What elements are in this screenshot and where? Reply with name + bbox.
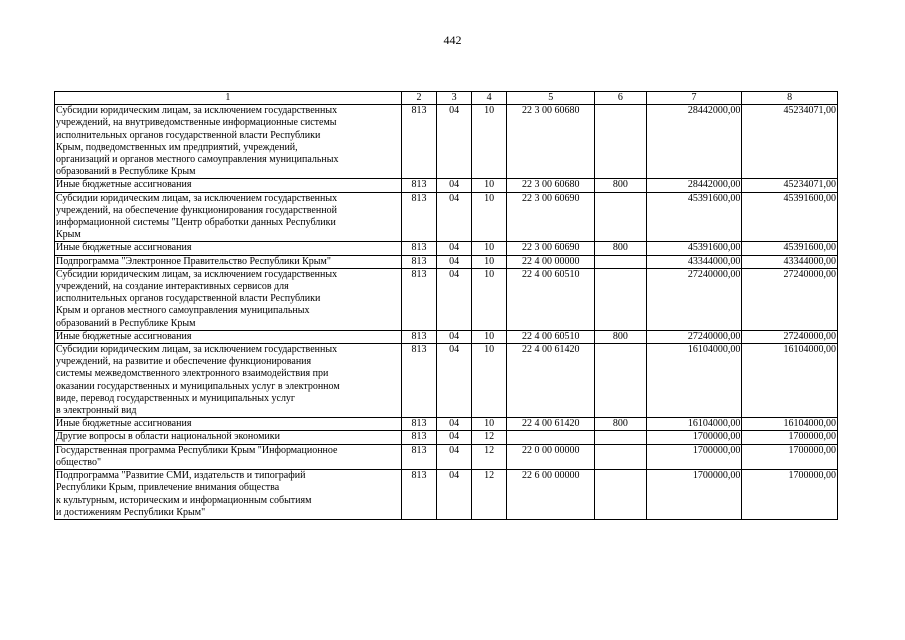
table-row (55, 418, 838, 431)
row-description: Подпрограмма "Электронное Правительство Республики Крым" (55, 255, 402, 268)
row-section-code: 04 (437, 255, 472, 268)
column-header: 6 (594, 92, 646, 105)
row-amount-year-2: 45234071,00 (742, 179, 838, 192)
row-subsection-code: 10 (471, 242, 507, 255)
row-ministry-code: 813 (401, 255, 437, 268)
row-description: Субсидии юридическим лицам, за исключением государственных учреждений, на обеспечение функционирования государственной информационной системы "Центр обработки данных Республики Крым (55, 192, 402, 242)
row-section-code: 04 (437, 470, 472, 520)
row-target-article-code: 22 4 00 61420 (507, 418, 594, 431)
row-expense-type-code (594, 255, 646, 268)
row-expense-type-code (594, 192, 646, 242)
row-subsection-code: 10 (471, 255, 507, 268)
header-row (55, 92, 838, 105)
row-amount-year-1: 16104000,00 (646, 344, 742, 418)
row-description: Субсидии юридическим лицам, за исключением государственных учреждений, на создание интерактивных сервисов для исполнительных органов государственной власти Республики Крым и органов местного самоуправления муниципальных образований в Республике Крым (55, 268, 402, 330)
column-header: 1 (55, 92, 402, 105)
row-amount-year-1: 27240000,00 (646, 330, 742, 343)
row-amount-year-1: 1700000,00 (646, 444, 742, 469)
row-amount-year-2: 27240000,00 (742, 330, 838, 343)
column-header: 2 (401, 92, 437, 105)
row-target-article-code: 22 3 00 60680 (507, 179, 594, 192)
row-amount-year-1: 45391600,00 (646, 242, 742, 255)
row-subsection-code: 10 (471, 105, 507, 179)
column-header: 3 (437, 92, 472, 105)
row-subsection-code: 10 (471, 192, 507, 242)
row-subsection-code: 10 (471, 179, 507, 192)
column-header: 4 (471, 92, 507, 105)
row-target-article-code: 22 4 00 61420 (507, 344, 594, 418)
row-amount-year-2: 45234071,00 (742, 105, 838, 179)
table-row (55, 344, 838, 418)
row-amount-year-1: 28442000,00 (646, 105, 742, 179)
row-target-article-code: 22 0 00 00000 (507, 444, 594, 469)
row-amount-year-1: 28442000,00 (646, 179, 742, 192)
row-ministry-code: 813 (401, 192, 437, 242)
row-target-article-code: 22 4 00 60510 (507, 330, 594, 343)
row-description: Субсидии юридическим лицам, за исключением государственных учреждений, на внутриведомственные информационные системы исполнительных органов государственной власти Республики Крым, подведомственных им предприятий, учреждений, организаций и органов местного самоуправления муниципальных образований в Республике Крым (55, 105, 402, 179)
table-row (55, 192, 838, 242)
row-target-article-code: 22 4 00 00000 (507, 255, 594, 268)
row-ministry-code: 813 (401, 268, 437, 330)
table-row (55, 179, 838, 192)
row-expense-type-code (594, 470, 646, 520)
row-subsection-code: 10 (471, 268, 507, 330)
row-description: Другие вопросы в области национальной экономики (55, 431, 402, 444)
row-expense-type-code (594, 431, 646, 444)
row-subsection-code: 10 (471, 418, 507, 431)
row-section-code: 04 (437, 431, 472, 444)
row-expense-type-code (594, 344, 646, 418)
row-expense-type-code (594, 268, 646, 330)
row-subsection-code: 10 (471, 344, 507, 418)
row-amount-year-2: 1700000,00 (742, 444, 838, 469)
row-amount-year-2: 1700000,00 (742, 470, 838, 520)
budget-table (54, 91, 838, 520)
row-ministry-code: 813 (401, 105, 437, 179)
row-amount-year-2: 16104000,00 (742, 344, 838, 418)
row-ministry-code: 813 (401, 431, 437, 444)
row-amount-year-2: 45391600,00 (742, 192, 838, 242)
row-amount-year-1: 45391600,00 (646, 192, 742, 242)
row-amount-year-1: 27240000,00 (646, 268, 742, 330)
row-subsection-code: 12 (471, 470, 507, 520)
row-description: Иные бюджетные ассигнования (55, 418, 402, 431)
row-expense-type-code (594, 105, 646, 179)
row-section-code: 04 (437, 330, 472, 343)
row-section-code: 04 (437, 344, 472, 418)
row-ministry-code: 813 (401, 418, 437, 431)
row-target-article-code: 22 3 00 60690 (507, 242, 594, 255)
row-amount-year-1: 16104000,00 (646, 418, 742, 431)
row-section-code: 04 (437, 242, 472, 255)
table-body (55, 105, 838, 520)
row-subsection-code: 10 (471, 330, 507, 343)
row-expense-type-code: 800 (594, 418, 646, 431)
row-ministry-code: 813 (401, 470, 437, 520)
row-expense-type-code (594, 444, 646, 469)
row-amount-year-2: 16104000,00 (742, 418, 838, 431)
row-section-code: 04 (437, 418, 472, 431)
row-amount-year-2: 43344000,00 (742, 255, 838, 268)
row-amount-year-1: 43344000,00 (646, 255, 742, 268)
column-header: 8 (742, 92, 838, 105)
row-description: Иные бюджетные ассигнования (55, 242, 402, 255)
row-section-code: 04 (437, 105, 472, 179)
row-amount-year-1: 1700000,00 (646, 470, 742, 520)
row-expense-type-code: 800 (594, 242, 646, 255)
row-ministry-code: 813 (401, 444, 437, 469)
page-number: 442 (443, 33, 462, 47)
table-row (55, 431, 838, 444)
row-target-article-code: 22 3 00 60690 (507, 192, 594, 242)
row-target-article-code: 22 3 00 60680 (507, 105, 594, 179)
table-row (55, 444, 838, 469)
row-description: Субсидии юридическим лицам, за исключением государственных учреждений, на развитие и обеспечение функционирования системы межведомственного электронного взаимодействия при оказании государственных и муниципальных услуг в электронном виде, перевод государственных и муниципальных услуг в электронный вид (55, 344, 402, 418)
row-description: Государственная программа Республики Крым "Информационное общество" (55, 444, 402, 469)
row-amount-year-2: 1700000,00 (742, 431, 838, 444)
row-expense-type-code: 800 (594, 330, 646, 343)
row-amount-year-2: 27240000,00 (742, 268, 838, 330)
row-description: Подпрограмма "Развитие СМИ, издательств и типографий Республики Крым, привлечение внимания общества к культурным, историческим и информационным событиям и достижениям Республики Крым" (55, 470, 402, 520)
row-subsection-code: 12 (471, 431, 507, 444)
row-description: Иные бюджетные ассигнования (55, 179, 402, 192)
row-description: Иные бюджетные ассигнования (55, 330, 402, 343)
row-ministry-code: 813 (401, 344, 437, 418)
table-row (55, 255, 838, 268)
table-row (55, 242, 838, 255)
row-ministry-code: 813 (401, 179, 437, 192)
row-target-article-code (507, 431, 594, 444)
column-header: 7 (646, 92, 742, 105)
row-section-code: 04 (437, 179, 472, 192)
row-ministry-code: 813 (401, 330, 437, 343)
row-amount-year-1: 1700000,00 (646, 431, 742, 444)
row-section-code: 04 (437, 268, 472, 330)
row-target-article-code: 22 4 00 60510 (507, 268, 594, 330)
table-row (55, 470, 838, 520)
table-row (55, 330, 838, 343)
row-amount-year-2: 45391600,00 (742, 242, 838, 255)
row-expense-type-code: 800 (594, 179, 646, 192)
row-target-article-code: 22 6 00 00000 (507, 470, 594, 520)
row-subsection-code: 12 (471, 444, 507, 469)
table-row (55, 268, 838, 330)
row-ministry-code: 813 (401, 242, 437, 255)
row-section-code: 04 (437, 192, 472, 242)
column-header: 5 (507, 92, 594, 105)
table-row (55, 105, 838, 179)
row-section-code: 04 (437, 444, 472, 469)
